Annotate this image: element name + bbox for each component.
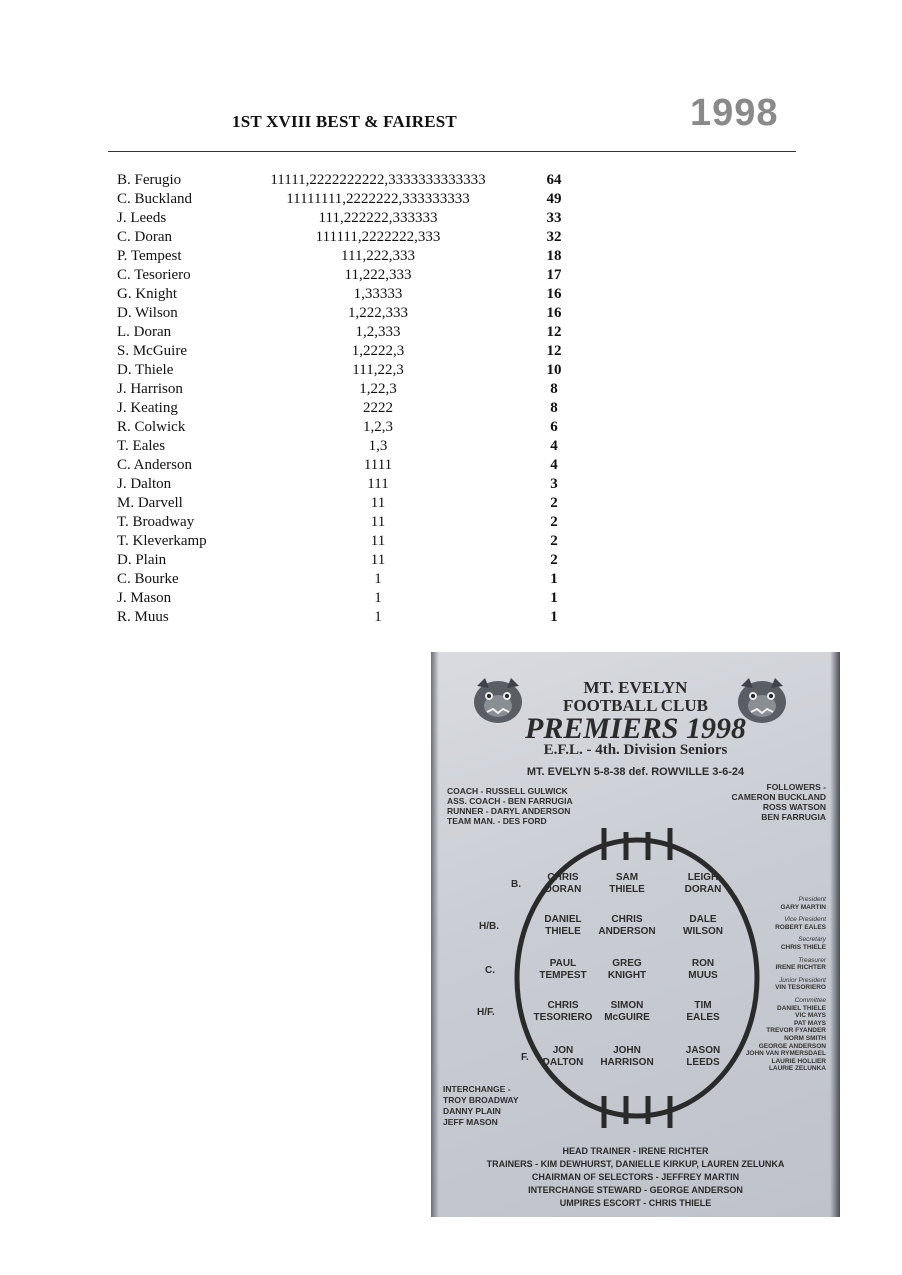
club-name-line1: MT. EVELYN: [583, 678, 688, 697]
vote-total: 6: [550, 419, 558, 435]
player-name: B. Ferugio: [117, 172, 182, 188]
player-name: J. Leeds: [117, 210, 167, 226]
vote-breakdown: 11111111,2222222,333333333: [286, 191, 470, 207]
player-name: J. Mason: [117, 590, 172, 606]
premiers-title: PREMIERS 1998: [525, 712, 746, 745]
player-first-name: DANIEL: [544, 914, 582, 925]
vote-breakdown: 1: [374, 590, 382, 606]
player-last-name: LEEDS: [686, 1057, 720, 1068]
vote-breakdown: 11: [370, 495, 386, 511]
official-line: TEAM MAN. - DES FORD: [447, 816, 547, 826]
player-name: J. Keating: [117, 400, 178, 416]
vote-total: 10: [546, 362, 562, 378]
vote-total: 1: [550, 609, 558, 625]
vote-row: [0, 343, 902, 362]
player-last-name: TEMPEST: [539, 970, 587, 981]
vote-total: 32: [546, 229, 562, 245]
committee-member: NORM SMITH: [784, 1035, 826, 1042]
vote-row: [0, 381, 902, 400]
vote-total: 8: [550, 400, 558, 416]
vote-breakdown: 11: [370, 514, 386, 530]
committee-member: PAT MAYS: [793, 1019, 826, 1027]
vote-total: 49: [546, 191, 562, 207]
player-position: [598, 914, 655, 938]
player-position: [683, 914, 723, 938]
line-label: F.: [521, 1052, 529, 1063]
premiership-poster: [431, 652, 840, 1217]
committee-member: LAURIE HOLLIER: [771, 1057, 826, 1065]
vote-row: [0, 172, 902, 191]
page-title: 1ST XVIII BEST & FAIREST: [232, 112, 457, 131]
vote-breakdown: 11111,2222222222,3333333333333: [270, 172, 486, 188]
player-position: [544, 914, 581, 938]
vote-row: [0, 362, 902, 381]
player-last-name: KNIGHT: [607, 970, 647, 981]
player-last-name: McGUIRE: [604, 1012, 650, 1023]
line-label: B.: [511, 879, 521, 890]
committee-member: GEORGE ANDERSON: [758, 1042, 826, 1050]
club-name-line2: FOOTBALL CLUB: [562, 696, 708, 715]
follower-line: CAMERON BUCKLAND: [731, 792, 826, 802]
player-position: [534, 1000, 593, 1024]
player-position: [688, 958, 717, 982]
player-last-name: EALES: [686, 1012, 720, 1023]
committee-role: Treasurer: [798, 956, 826, 964]
vote-row: [0, 419, 902, 438]
player-first-name: CHRIS: [611, 914, 643, 925]
vote-breakdown: 1,22,3: [359, 381, 397, 397]
vote-row: [0, 286, 902, 305]
vote-breakdown: 11,222,333: [344, 267, 412, 283]
votes-table: [0, 172, 902, 628]
committee-member: VIC MAYS: [795, 1012, 826, 1020]
vote-breakdown: 1,33333: [353, 286, 403, 302]
footer-line: CHAIRMAN OF SELECTORS - JEFFREY MARTIN: [531, 1172, 740, 1182]
committee-member: JOHN VAN RYMERSDAEL: [745, 1050, 826, 1058]
vote-breakdown: 1111: [363, 457, 393, 473]
committee-role: Vice President: [784, 916, 826, 924]
vote-row: [0, 438, 902, 457]
grand-final-score: MT. EVELYN 5-8-38 def. ROWVILLE 3-6-24: [526, 766, 745, 778]
player-name: J. Dalton: [117, 476, 172, 492]
player-position: [686, 1045, 720, 1069]
vote-total: 4: [550, 457, 558, 473]
player-first-name: CHRIS: [547, 1000, 579, 1011]
player-last-name: DORAN: [684, 884, 722, 895]
player-name: J. Harrison: [117, 381, 183, 397]
player-position: [609, 872, 645, 896]
vote-row: [0, 229, 902, 248]
player-first-name: JON: [552, 1045, 574, 1056]
player-last-name: THIELE: [545, 926, 581, 937]
player-position: [539, 958, 586, 982]
committee-member: GARY MARTIN: [780, 903, 826, 911]
committee-member: VIN TESORIERO: [775, 984, 826, 992]
vote-row: [0, 248, 902, 267]
player-last-name: DALTON: [542, 1057, 584, 1068]
player-first-name: CHRIS: [547, 872, 579, 883]
player-first-name: PAUL: [549, 958, 577, 969]
vote-breakdown: 111: [367, 476, 389, 492]
committee-role: Secretary: [798, 936, 826, 944]
vote-breakdown: 1,2,3: [363, 419, 393, 435]
player-position: [686, 1000, 719, 1024]
vote-breakdown: 111,222222,333333: [318, 210, 438, 226]
vote-row: [0, 552, 902, 571]
follower-line: ROSS WATSON: [762, 802, 826, 812]
vote-row: [0, 590, 902, 609]
footer-line: HEAD TRAINER - IRENE RICHTER: [562, 1146, 709, 1156]
player-name: C. Doran: [117, 229, 172, 245]
vote-row: [0, 457, 902, 476]
vote-row: [0, 571, 902, 590]
player-name: T. Kleverkamp: [117, 533, 207, 549]
vote-total: 12: [546, 343, 562, 359]
player-name: T. Broadway: [117, 514, 195, 530]
committee-member: LAURIE ZELUNKA: [768, 1065, 826, 1073]
vote-total: 2: [550, 495, 558, 511]
vote-total: 2: [550, 552, 558, 568]
vote-breakdown: 2222: [363, 400, 393, 416]
player-name: G. Knight: [117, 286, 177, 302]
player-name: C. Buckland: [117, 191, 192, 207]
vote-breakdown: 1,222,333: [348, 305, 408, 321]
player-position: [543, 1045, 584, 1069]
player-first-name: SIMON: [610, 1000, 644, 1011]
line-label: C.: [485, 965, 495, 976]
player-first-name: GREG: [612, 958, 642, 969]
player-last-name: ANDERSON: [598, 926, 656, 937]
header-divider: [108, 151, 796, 152]
player-last-name: WILSON: [683, 926, 723, 937]
player-name: C. Anderson: [117, 457, 192, 473]
official-line: COACH - RUSSELL GULWICK: [447, 786, 568, 796]
vote-total: 16: [546, 305, 562, 321]
player-position: [608, 958, 646, 982]
player-position: [604, 1000, 650, 1024]
vote-row: [0, 476, 902, 495]
vote-total: 3: [550, 476, 558, 492]
player-first-name: JASON: [685, 1045, 721, 1056]
vote-breakdown: 1,2,333: [355, 324, 401, 340]
player-last-name: DORAN: [544, 884, 582, 895]
committee-member: IRENE RICHTER: [775, 964, 826, 972]
vote-row: [0, 609, 902, 628]
player-name: R. Muus: [117, 609, 169, 625]
vote-total: 12: [546, 324, 562, 340]
vote-total: 1: [550, 590, 558, 606]
footer-line: INTERCHANGE STEWARD - GEORGE ANDERSON: [528, 1185, 743, 1195]
player-position: [600, 1045, 653, 1069]
player-last-name: HARRISON: [600, 1057, 654, 1068]
player-name: M. Darvell: [117, 495, 183, 511]
vote-row: [0, 514, 902, 533]
interchange-line: INTERCHANGE -: [443, 1084, 511, 1094]
player-position: [685, 872, 722, 896]
player-first-name: LEIGH: [687, 872, 719, 883]
vote-total: 18: [546, 248, 562, 264]
vote-row: [0, 400, 902, 419]
vote-breakdown: 111111,2222222,333: [315, 229, 441, 245]
vote-breakdown: 111,222,333: [341, 248, 415, 264]
committee-member: ROBERT EALES: [775, 923, 826, 931]
player-last-name: TESORIERO: [533, 1012, 593, 1023]
vote-total: 8: [550, 381, 558, 397]
committee-member: DANIEL THIELE: [777, 1004, 826, 1012]
vote-total: 1: [550, 571, 558, 587]
vote-total: 4: [550, 438, 558, 454]
player-name: C. Bourke: [117, 571, 179, 587]
vote-row: [0, 324, 902, 343]
vote-row: [0, 533, 902, 552]
interchange-line: JEFF MASON: [443, 1117, 498, 1127]
official-line: RUNNER - DARYL ANDERSON: [447, 806, 571, 816]
line-label: H/F.: [477, 1007, 495, 1018]
vote-row: [0, 305, 902, 324]
line-label: H/B.: [479, 921, 499, 932]
player-first-name: SAM: [615, 872, 639, 883]
vote-total: 2: [550, 514, 558, 530]
committee-role: Committee: [794, 997, 826, 1004]
player-last-name: MUUS: [688, 970, 718, 981]
committee-member: CHRIS THIELE: [780, 944, 826, 951]
vote-row: [0, 210, 902, 229]
vote-breakdown: 1: [374, 609, 382, 625]
footer-line: TRAINERS - KIM DEWHURST, DANIELLE KIRKUP, LAUREN ZELUNKA: [486, 1159, 785, 1169]
division-label: E.F.L. - 4th. Division Seniors: [543, 742, 728, 758]
footer-line: UMPIRES ESCORT - CHRIS THIELE: [559, 1198, 712, 1208]
vote-total: 33: [546, 210, 562, 226]
follower-line: FOLLOWERS -: [766, 782, 826, 792]
vote-total: 2: [550, 533, 558, 549]
player-name: C. Tesoriero: [117, 267, 191, 283]
interchange-line: TROY BROADWAY: [443, 1095, 519, 1105]
vote-row: [0, 267, 902, 286]
year-label: 1998: [690, 92, 779, 134]
player-name: L. Doran: [117, 324, 172, 340]
vote-breakdown: 11: [370, 533, 386, 549]
committee-role: Junior President: [779, 976, 826, 984]
committee-role: President: [798, 896, 826, 903]
vote-breakdown: 1,3: [368, 438, 388, 454]
vote-breakdown: 1,2222,3: [351, 343, 405, 359]
committee-member: TREVOR FYANDER: [766, 1027, 826, 1035]
player-name: D. Thiele: [117, 362, 174, 378]
player-first-name: JOHN: [613, 1045, 641, 1056]
vote-total: 17: [546, 267, 562, 283]
player-name: S. McGuire: [117, 343, 187, 359]
official-line: ASS. COACH - BEN FARRUGIA: [447, 796, 573, 806]
player-last-name: THIELE: [609, 884, 645, 895]
interchange-line: DANNY PLAIN: [443, 1106, 501, 1116]
vote-total: 64: [546, 172, 562, 188]
vote-row: [0, 495, 902, 514]
player-name: D. Plain: [117, 552, 167, 568]
player-first-name: DALE: [689, 914, 717, 925]
vote-breakdown: 1: [374, 571, 382, 587]
player-position: [545, 872, 582, 896]
player-name: T. Eales: [117, 438, 166, 454]
follower-line: BEN FARRUGIA: [761, 812, 826, 822]
vote-breakdown: 11: [370, 552, 386, 568]
player-name: D. Wilson: [117, 305, 178, 321]
player-name: P. Tempest: [117, 248, 182, 264]
player-first-name: RON: [691, 958, 715, 969]
vote-row: [0, 191, 902, 210]
player-first-name: TIM: [694, 1000, 712, 1011]
vote-total: 16: [546, 286, 562, 302]
vote-breakdown: 111,22,3: [352, 362, 404, 378]
player-name: R. Colwick: [117, 419, 186, 435]
